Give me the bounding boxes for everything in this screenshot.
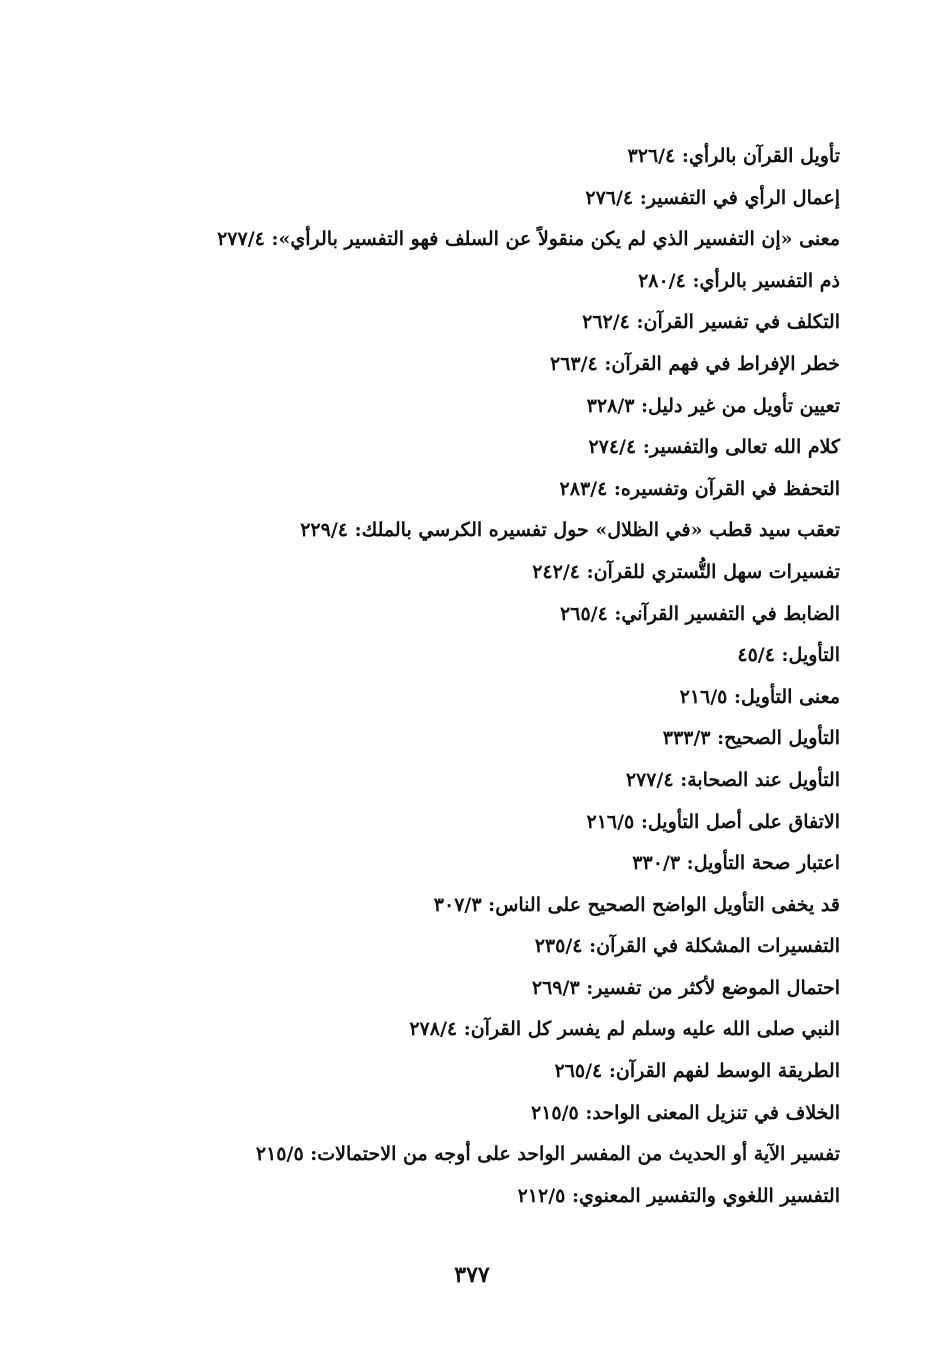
index-entry: قد يخفى التأويل الواضح الصحيح على الناس: ٣٠٧/٣ bbox=[433, 893, 840, 916]
index-entry: الخلاف في تنزيل المعنى الواحد: ٢١٥/٥ bbox=[531, 1101, 840, 1124]
index-entry: التفسيرات المشكلة في القرآن: ٢٣٥/٤ bbox=[534, 935, 840, 958]
index-entry: إعمال الرأي في التفسير: ٢٧٦/٤ bbox=[585, 186, 840, 209]
index-entry: تفسير الآية أو الحديث من المفسر الواحد على أوجه من الاحتمالات: ٢١٥/٥ bbox=[255, 1143, 840, 1166]
index-entry: النبي صلى الله عليه وسلم لم يفسر كل القرآن: ٢٧٨/٤ bbox=[409, 1018, 840, 1041]
index-entry: معنى «إن التفسير الذي لم يكن منقولاً عن السلف فهو التفسير بالرأي»: ٢٧٧/٤ bbox=[217, 228, 840, 251]
index-entry: احتمال الموضع لأكثر من تفسير: ٢٦٩/٣ bbox=[531, 976, 840, 999]
index-entry: الطريقة الوسط لفهم القرآن: ٢٦٥/٤ bbox=[554, 1060, 840, 1083]
index-entry: التفسير اللغوي والتفسير المعنوي: ٢١٢/٥ bbox=[517, 1184, 840, 1207]
page-number: ٣٧٧ bbox=[454, 1262, 490, 1288]
index-entry: ذم التفسير بالرأي: ٢٨٠/٤ bbox=[638, 269, 840, 292]
index-entry: التأويل الصحيح: ٣٣٣/٣ bbox=[662, 727, 840, 750]
index-entry: تعقب سيد قطب «في الظلال» حول تفسيره الكرسي بالملك: ٢٢٩/٤ bbox=[300, 519, 840, 542]
index-entry: خطر الإفراط في فهم القرآن: ٢٦٣/٤ bbox=[550, 352, 840, 375]
index-entry: كلام الله تعالى والتفسير: ٢٧٤/٤ bbox=[588, 436, 840, 459]
index-entry: اعتبار صحة التأويل: ٣٣٠/٣ bbox=[632, 852, 840, 875]
index-entry: الضابط في التفسير القرآني: ٢٦٥/٤ bbox=[560, 602, 840, 625]
index-entry: الاتفاق على أصل التأويل: ٢١٦/٥ bbox=[586, 810, 840, 833]
index-entry: تعيين تأويل من غير دليل: ٣٢٨/٣ bbox=[586, 394, 840, 417]
index-entry: تفسيرات سهل التُّستري للقرآن: ٢٤٢/٤ bbox=[532, 560, 840, 583]
index-entry: معنى التأويل: ٢١٦/٥ bbox=[679, 685, 840, 708]
index-entry: التكلف في تفسير القرآن: ٢٦٢/٤ bbox=[582, 311, 840, 334]
index-entry: التأويل عند الصحابة: ٢٧٧/٤ bbox=[625, 768, 840, 791]
index-entry: التحفظ في القرآن وتفسيره: ٢٨٣/٤ bbox=[559, 477, 840, 500]
index-entry: تأويل القرآن بالرأي: ٣٢٦/٤ bbox=[627, 145, 840, 167]
index-list bbox=[217, 136, 840, 1217]
index-entry: التأويل: ٤٥/٤ bbox=[737, 644, 840, 667]
